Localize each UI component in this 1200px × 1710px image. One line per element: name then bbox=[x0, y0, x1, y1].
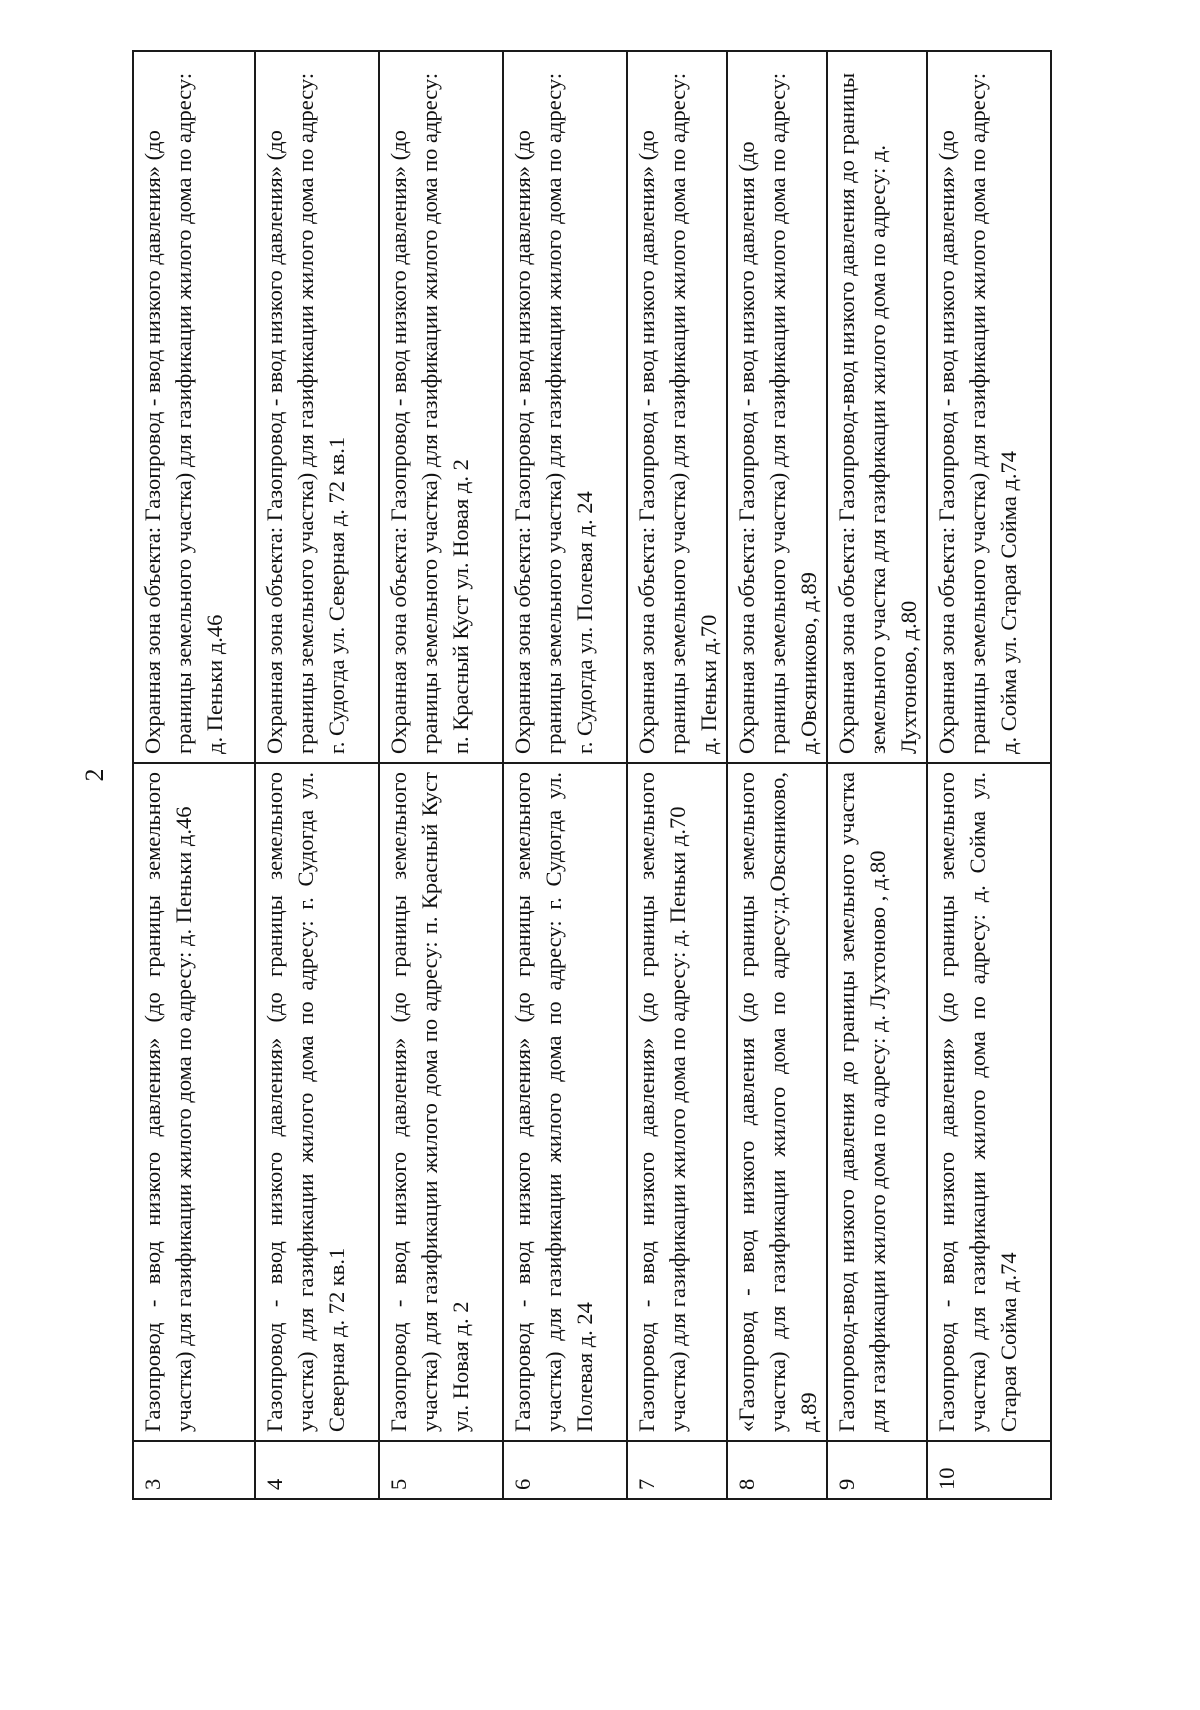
row-number: 9 bbox=[827, 1441, 927, 1499]
object-name: Газопровод - ввод низкого давления» (до границы земельного участка) для газификации жилого дома по адресу: г. Судогда ул. Северная д. 72 кв.1 bbox=[255, 763, 379, 1441]
row-number: 3 bbox=[133, 1441, 255, 1499]
table-row bbox=[379, 51, 503, 1499]
row-number: 10 bbox=[927, 1441, 1051, 1499]
object-name: «Газопровод - ввод низкого давления (до границы земельного участка) для газификации жилого дома по адресу:д.Овсяниково, д.89 bbox=[727, 763, 827, 1441]
protection-zone: Охранная зона объекта: Газопровод-ввод низкого давления до границы земельного участка для газификации жилого дома по адресу: д. Лухтоново, д.80 bbox=[827, 51, 927, 763]
table-row bbox=[727, 51, 827, 1499]
row-number: 6 bbox=[503, 1441, 627, 1499]
object-name: Газопровод - ввод низкого давления» (до границы земельного участка) для газификации жилого дома по адресу: д. Пеньки д.46 bbox=[133, 763, 255, 1441]
table-row bbox=[133, 51, 255, 1499]
protection-zone: Охранная зона объекта: Газопровод - ввод низкого давления» (до границы земельного участка) для газификации жилого дома по адресу: г. Судогда ул. Полевая д. 24 bbox=[503, 51, 627, 763]
row-number: 5 bbox=[379, 1441, 503, 1499]
table-row bbox=[627, 51, 727, 1499]
page-number: 2 bbox=[80, 768, 109, 782]
object-name: Газопровод - ввод низкого давления» (до границы земельного участка) для газификации жилого дома по адресу: д. Пеньки д.70 bbox=[627, 763, 727, 1441]
object-name: Газопровод-ввод низкого давления до границы земельного участка для газификации жилого дома по адресу: д. Лухтоново , д.80 bbox=[827, 763, 927, 1441]
table-row bbox=[503, 51, 627, 1499]
protection-zone: Охранная зона объекта: Газопровод - ввод низкого давления» (до границы земельного участка) для газификации жилого дома по адресу: г. Судогда ул. Северная д. 72 кв.1 bbox=[255, 51, 379, 763]
table-row bbox=[827, 51, 927, 1499]
object-name: Газопровод - ввод низкого давления» (до границы земельного участка) для газификации жилого дома по адресу: д. Сойма ул. Старая Сойма д.74 bbox=[927, 763, 1051, 1441]
protection-zone: Охранная зона объекта: Газопровод - ввод низкого давления» (до границы земельного участка) для газификации жилого дома по адресу: д. Пеньки д.46 bbox=[133, 51, 255, 763]
protection-zone: Охранная зона объекта: Газопровод - ввод низкого давления» (до границы земельного участка) для газификации жилого дома по адресу: п. Красный Куст ул. Новая д. 2 bbox=[379, 51, 503, 763]
row-number: 4 bbox=[255, 1441, 379, 1499]
protection-zone: Охранная зона объекта: Газопровод - ввод низкого давления» (до границы земельного участка) для газификации жилого дома по адресу: д. Сойма ул. Старая Сойма д.74 bbox=[927, 51, 1051, 763]
protection-zone: Охранная зона объекта: Газопровод - ввод низкого давления (до границы земельного участка) для газификации жилого дома по адресу: д.Овсяниково, д.89 bbox=[727, 51, 827, 763]
row-number: 7 bbox=[627, 1441, 727, 1499]
protection-zone: Охранная зона объекта: Газопровод - ввод низкого давления» (до границы земельного участка) для газификации жилого дома по адресу: д. Пеньки д.70 bbox=[627, 51, 727, 763]
objects-table bbox=[132, 50, 1052, 1500]
table-row bbox=[255, 51, 379, 1499]
object-name: Газопровод - ввод низкого давления» (до границы земельного участка) для газификации жилого дома по адресу: п. Красный Куст ул. Новая д. 2 bbox=[379, 763, 503, 1441]
table-row bbox=[927, 51, 1051, 1499]
rotated-page-content bbox=[80, 50, 1052, 1500]
row-number: 8 bbox=[727, 1441, 827, 1499]
object-name: Газопровод - ввод низкого давления» (до границы земельного участка) для газификации жилого дома по адресу: г. Судогда ул. Полевая д. 24 bbox=[503, 763, 627, 1441]
